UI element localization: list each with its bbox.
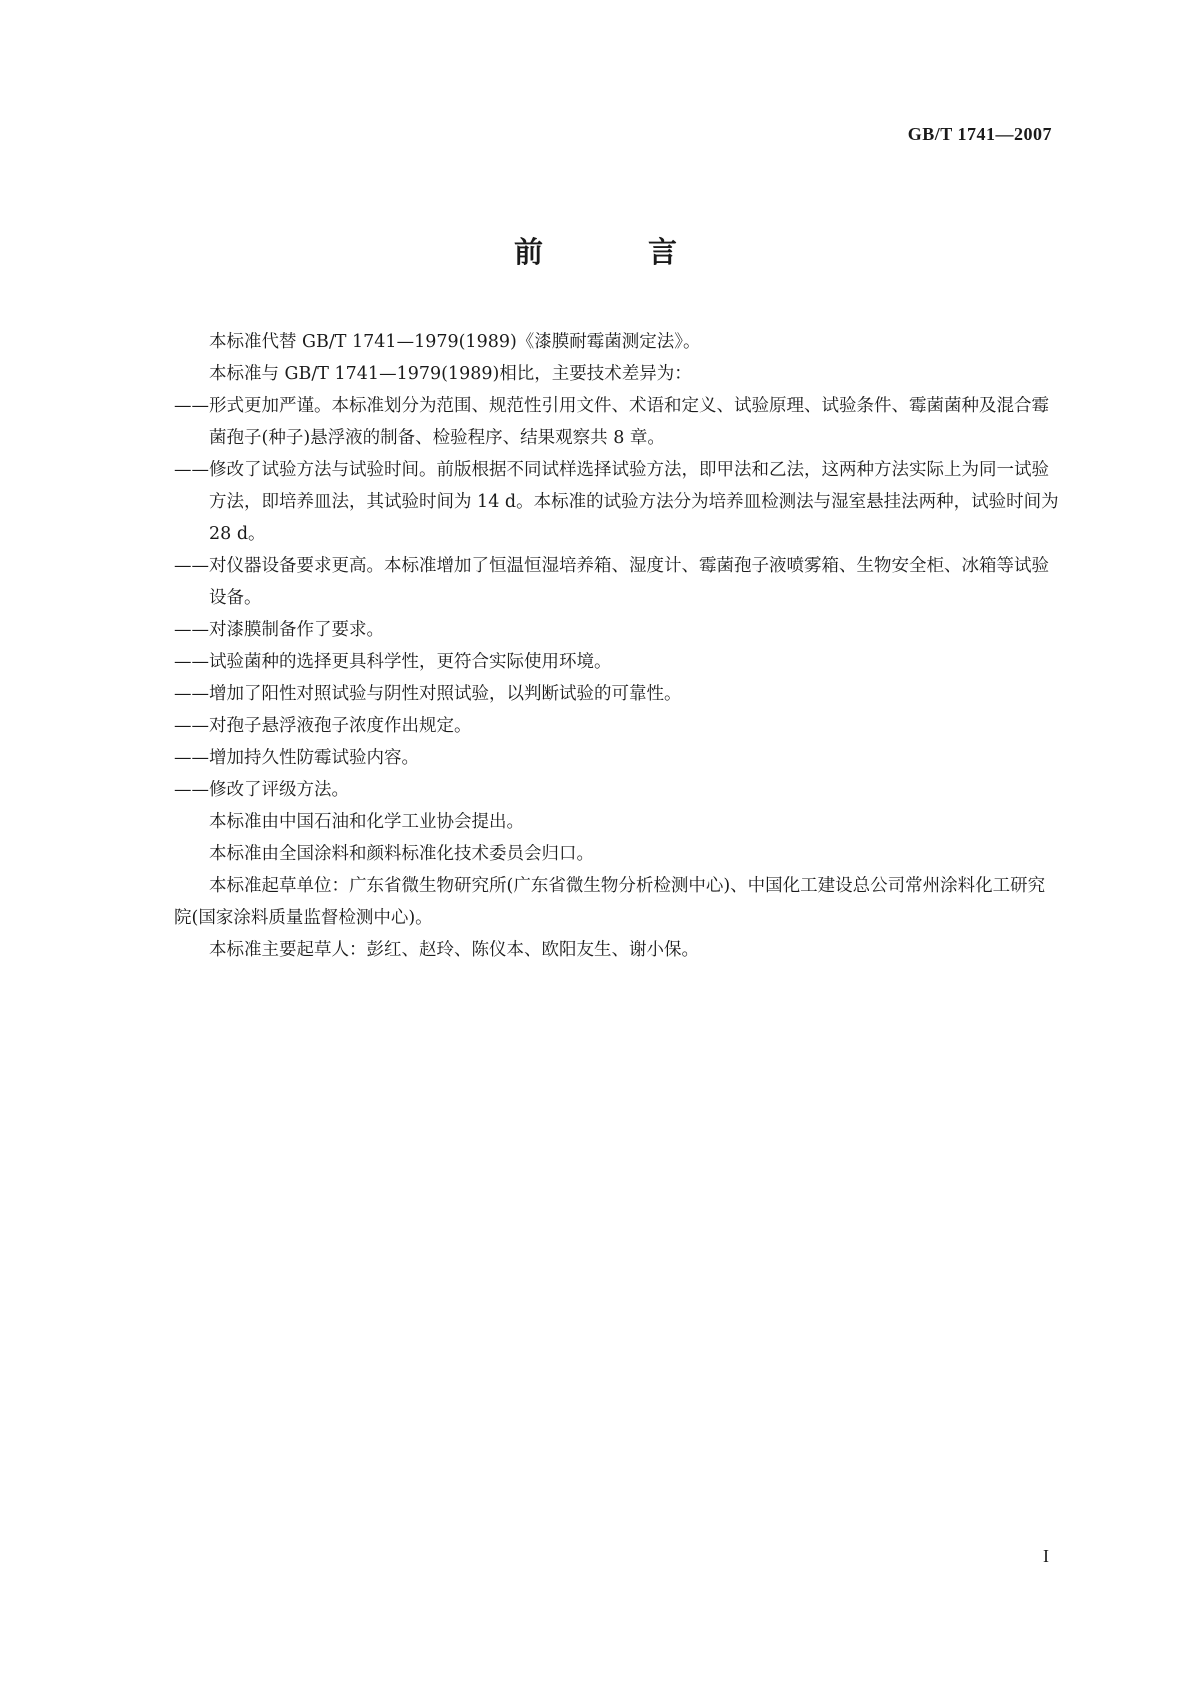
difference-item: ——修改了评级方法。	[174, 780, 349, 800]
intro-paragraph: 本标准代替 GB/T 1741—1979(1989)《漆膜耐霉菌测定法》。	[209, 332, 701, 352]
difference-item: ——增加了阳性对照试验与阴性对照试验，以判断试验的可靠性。	[174, 684, 682, 704]
intro-paragraph: 本标准与 GB/T 1741—1979(1989)相比，主要技术差异为：	[209, 364, 692, 384]
difference-item: ——对仪器设备要求更高。本标准增加了恒温恒湿培养箱、湿度计、霉菌孢子液喷雾箱、生物安全柜、冰箱等试验设备。	[174, 556, 1049, 608]
closing-paragraph: 本标准由中国石油和化学工业协会提出。	[209, 812, 524, 832]
page-title: 前 言	[513, 235, 715, 269]
difference-item: ——对漆膜制备作了要求。	[174, 620, 384, 640]
difference-item: ——形式更加严谨。本标准划分为范围、规范性引用文件、术语和定义、试验原理、试验条件、霉菌菌种及混合霉菌孢子(种子)悬浮液的制备、检验程序、结果观察共 8 章。	[174, 396, 1049, 448]
page-number: I	[1043, 1546, 1049, 1566]
difference-item: ——对孢子悬浮液孢子浓度作出规定。	[174, 716, 472, 736]
standard-code: GB/T 1741—2007	[907, 124, 1052, 144]
closing-paragraph: 本标准由全国涂料和颜料标准化技术委员会归口。	[209, 844, 594, 864]
closing-paragraph: 本标准起草单位：广东省微生物研究所(广东省微生物分析检测中心)、中国化工建设总公司常州涂料化工研究院(国家涂料质量监督检测中心)。	[174, 876, 1046, 928]
difference-item: ——修改了试验方法与试验时间。前版根据不同试样选择试验方法，即甲法和乙法，这两种方法实际上为同一试验方法，即培养皿法，其试验时间为 14 d。本标准的试验方法分为培养皿检测法与湿室悬挂法两种，试验时间为 28 d。	[174, 460, 1059, 544]
closing-paragraph: 本标准主要起草人：彭红、赵玲、陈仪本、欧阳友生、谢小保。	[209, 940, 699, 960]
foreword-body	[174, 326, 1062, 966]
difference-item: ——试验菌种的选择更具科学性，更符合实际使用环境。	[174, 652, 612, 672]
difference-item: ——增加持久性防霉试验内容。	[174, 748, 419, 768]
